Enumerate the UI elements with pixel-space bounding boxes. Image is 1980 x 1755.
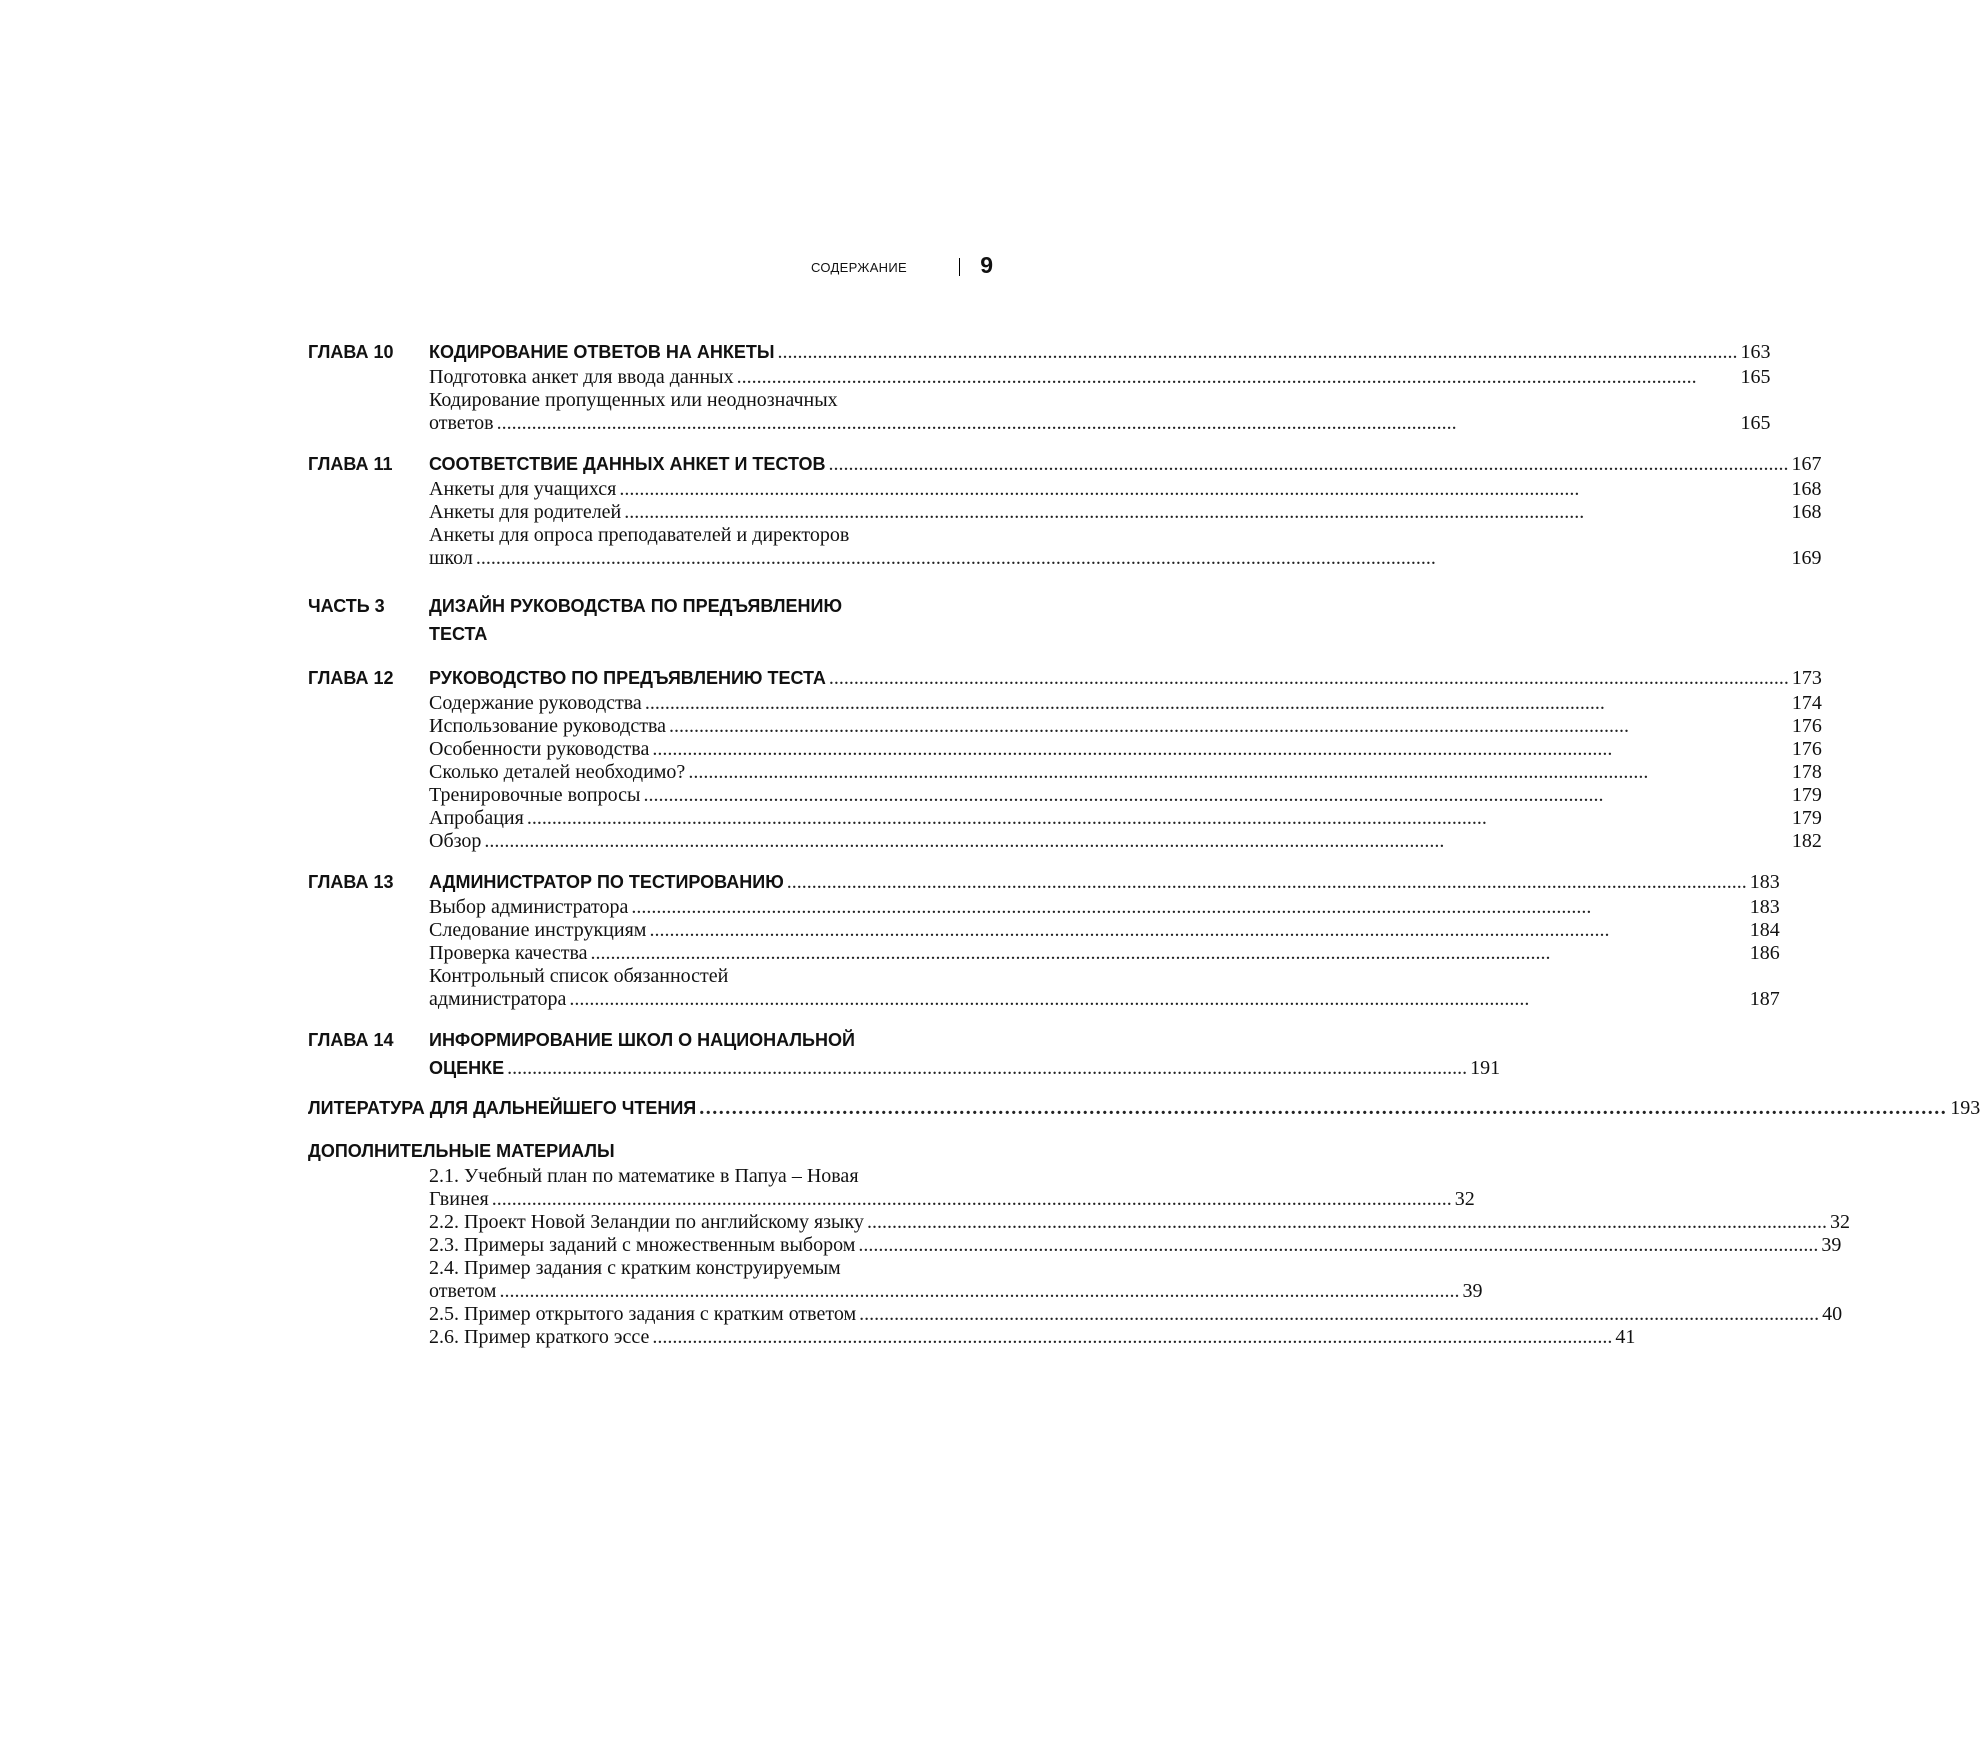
toc-entry (429, 1280, 1483, 1303)
page-ref: 165 (1740, 412, 1771, 434)
chapter-title-line (429, 592, 993, 620)
chapter (308, 868, 1780, 1011)
entry-text: АДМИНИСТРАТОР ПО ТЕСТИРОВАНИЮ (429, 872, 784, 892)
chapter-body (429, 592, 993, 648)
toc-entry (429, 988, 1780, 1011)
page-ref: 183 (1749, 896, 1780, 918)
toc-entry (429, 807, 1822, 830)
chapter-body (429, 1026, 1500, 1082)
toc-entry (429, 761, 1822, 784)
chapter-title-line (429, 620, 993, 648)
entry-text: Обзор (429, 830, 482, 852)
entry-text: 2.4. Пример задания с кратким конструируемым (429, 1257, 841, 1279)
entry-text: СООТВЕТСТВИЕ ДАННЫХ АНКЕТ И ТЕСТОВ (429, 454, 826, 474)
entry-text: школ (429, 547, 473, 569)
chapter-body (429, 664, 1822, 853)
toc-entry (429, 784, 1822, 807)
chapter-body (429, 868, 1780, 1011)
entry-text: Следование инструкциям (429, 919, 647, 941)
page-ref: 174 (1791, 692, 1822, 714)
toc-entry (429, 1326, 1636, 1349)
chapter-title-line (429, 664, 1822, 692)
chapter (308, 664, 1822, 853)
chapter-label: ЧАСТЬ 3 (308, 596, 385, 616)
entry-text: 2.1. Учебный план по математике в Папуа – Новая (429, 1165, 859, 1187)
entry-text: ответов (429, 412, 494, 434)
page-ref: 183 (1749, 871, 1780, 893)
page-ref: 40 (1822, 1303, 1843, 1325)
toc-entry (429, 692, 1822, 715)
entry-text: Контрольный список обязанностей (429, 965, 729, 987)
toc-entry (429, 1303, 1843, 1326)
page-ref: 173 (1791, 667, 1822, 689)
dot-leader (867, 1211, 1827, 1234)
dot-leader (858, 1234, 1818, 1257)
toc-entry (429, 919, 1780, 942)
dot-leader (476, 547, 1789, 570)
dot-leader (645, 692, 1789, 715)
chapter-title-line (429, 1054, 1500, 1082)
toc-entry (429, 896, 1780, 919)
entry-text: ОЦЕНКЕ (429, 1058, 505, 1078)
entry-text: администратора (429, 988, 567, 1010)
page-ref: 168 (1791, 501, 1822, 523)
entry-text: 2.5. Пример открытого задания с кратким ответом (429, 1303, 857, 1325)
entry-text: 2.3. Примеры заданий с множественным выбором (429, 1234, 856, 1256)
toc-entry-line (429, 524, 1822, 547)
entry-text: Анкеты для родителей (429, 501, 622, 523)
dot-leader (787, 871, 1747, 894)
chapter-label: ГЛАВА 13 (308, 872, 394, 892)
dot-leader (619, 478, 1788, 501)
page-ref: 32 (1829, 1211, 1850, 1233)
chapter-title-line (429, 1026, 1500, 1054)
part-heading (308, 592, 993, 648)
running-head-title: СОДЕРЖАНИЕ (810, 260, 907, 275)
toc-entry (429, 830, 1822, 853)
page-ref: 178 (1791, 761, 1822, 783)
toc-entry (429, 547, 1822, 570)
chapter (308, 450, 1822, 570)
chapter-title-line (429, 450, 1822, 478)
toc-entry (429, 366, 1770, 389)
chapter-title: ИНФОРМИРОВАНИЕ ШКОЛ О НАЦИОНАЛЬНОЙ (429, 1030, 855, 1050)
entry-text: Сколько деталей необходимо? (429, 761, 686, 783)
dot-leader (643, 784, 1788, 807)
dot-leader (649, 919, 1746, 942)
dot-leader (688, 761, 1789, 784)
toc-entry (429, 1188, 1475, 1211)
page-ref: 176 (1791, 715, 1822, 737)
chapter-label: ГЛАВА 14 (308, 1030, 394, 1050)
page-number: 9 (980, 252, 993, 278)
page-ref: 163 (1740, 341, 1771, 363)
dot-leader (492, 1188, 1452, 1211)
toc-entry-line (429, 389, 1770, 412)
page-ref: 179 (1791, 784, 1822, 806)
page-ref: 39 (1821, 1234, 1842, 1256)
entry-text: Особенности руководства (429, 738, 650, 760)
page-ref: 168 (1791, 478, 1822, 500)
entry-text: 2.6. Пример краткого эссе (429, 1326, 650, 1348)
chapter-title: ДИЗАЙН РУКОВОДСТВА ПО ПРЕДЪЯВЛЕНИЮ (429, 596, 843, 616)
toc-entry-line (429, 1165, 989, 1188)
entry-text: КОДИРОВАНИЕ ОТВЕТОВ НА АНКЕТЫ (429, 342, 775, 362)
running-head-divider (959, 258, 960, 276)
page-ref: 41 (1615, 1326, 1636, 1348)
chapter-label: ГЛАВА 11 (308, 454, 393, 474)
toc-entry (429, 715, 1822, 738)
toc-entry (429, 1211, 1850, 1234)
chapter-label: ГЛАВА 12 (308, 668, 394, 688)
entry-text: ответом (429, 1280, 497, 1302)
chapter-title-line (429, 868, 1780, 896)
toc-entry (429, 738, 1822, 761)
dot-leader (527, 807, 1789, 830)
entry-text: ЛИТЕРАТУРА ДЛЯ ДАЛЬНЕЙШЕГО ЧТЕНИЯ (308, 1098, 697, 1118)
page-ref: 176 (1791, 738, 1822, 760)
entry-text: Апробация (429, 807, 524, 829)
entry-text: Анкеты для опроса преподавателей и директоров (429, 524, 850, 546)
chapter-body (429, 338, 1770, 435)
toc-entry-line (429, 965, 1780, 988)
dot-leader (652, 738, 1789, 761)
dot-leader (631, 896, 1746, 919)
dot-leader (737, 366, 1738, 389)
page-ref: 39 (1462, 1280, 1483, 1302)
dot-leader (507, 1057, 1467, 1080)
dot-leader (829, 453, 1789, 476)
dot-leader (591, 942, 1747, 965)
chapter-title-line (429, 338, 1770, 366)
entry-text: Использование руководства (429, 715, 667, 737)
toc-entry (429, 942, 1780, 965)
entry-text: Кодирование пропущенных или неоднозначных (429, 389, 838, 411)
dot-leader (624, 501, 1788, 524)
chapter-label: ГЛАВА 10 (308, 342, 394, 362)
chapter (308, 338, 1771, 435)
chapter-body (429, 450, 1822, 570)
page-ref: 32 (1454, 1188, 1475, 1210)
dot-leader (669, 715, 1789, 738)
entry-text: 2.2. Проект Новой Зеландии по английскому языку (429, 1211, 864, 1233)
dot-leader (497, 412, 1738, 435)
entry-text: РУКОВОДСТВО ПО ПРЕДЪЯВЛЕНИЮ ТЕСТА (429, 668, 826, 688)
page-ref: 187 (1749, 988, 1780, 1010)
entry-text: Анкеты для учащихся (429, 478, 617, 500)
dot-leader (699, 1097, 1947, 1120)
table-of-contents (308, 338, 1980, 1349)
page-ref: 182 (1791, 830, 1822, 852)
entry-text: Гвинея (429, 1188, 489, 1210)
dot-leader (829, 667, 1789, 690)
supplementary-heading: ДОПОЛНИТЕЛЬНЫЕ МАТЕРИАЛЫ (308, 1141, 615, 1161)
page-ref: 165 (1740, 366, 1771, 388)
dot-leader (777, 341, 1737, 364)
running-head (0, 252, 993, 282)
literature-entry (308, 1097, 1980, 1120)
toc-entry (429, 412, 1770, 435)
dot-leader (484, 830, 1789, 853)
entry-text: Тренировочные вопросы (429, 784, 641, 806)
page-ref: 191 (1470, 1057, 1501, 1079)
dot-leader (859, 1303, 1819, 1326)
entry-text: Подготовка анкет для ввода данных (429, 366, 734, 388)
page-ref: 186 (1749, 942, 1780, 964)
dot-leader (652, 1326, 1612, 1349)
supplementary-list (429, 1165, 1850, 1349)
entry-text: Проверка качества (429, 942, 588, 964)
toc-entry-line (429, 1257, 989, 1280)
dot-leader (569, 988, 1746, 1011)
chapter-title: ТЕСТА (429, 624, 488, 644)
page-ref: 179 (1791, 807, 1822, 829)
page-ref: 193 (1950, 1097, 1980, 1119)
entry-text: Выбор администратора (429, 896, 629, 918)
page-ref: 167 (1791, 453, 1822, 475)
toc-entry (429, 1234, 1842, 1257)
toc-entry (429, 501, 1822, 524)
entry-text: Содержание руководства (429, 692, 642, 714)
page-ref: 169 (1791, 547, 1822, 569)
chapter (308, 1026, 1501, 1082)
page-ref: 184 (1749, 919, 1780, 941)
toc-entry (429, 478, 1822, 501)
dot-leader (499, 1280, 1459, 1303)
